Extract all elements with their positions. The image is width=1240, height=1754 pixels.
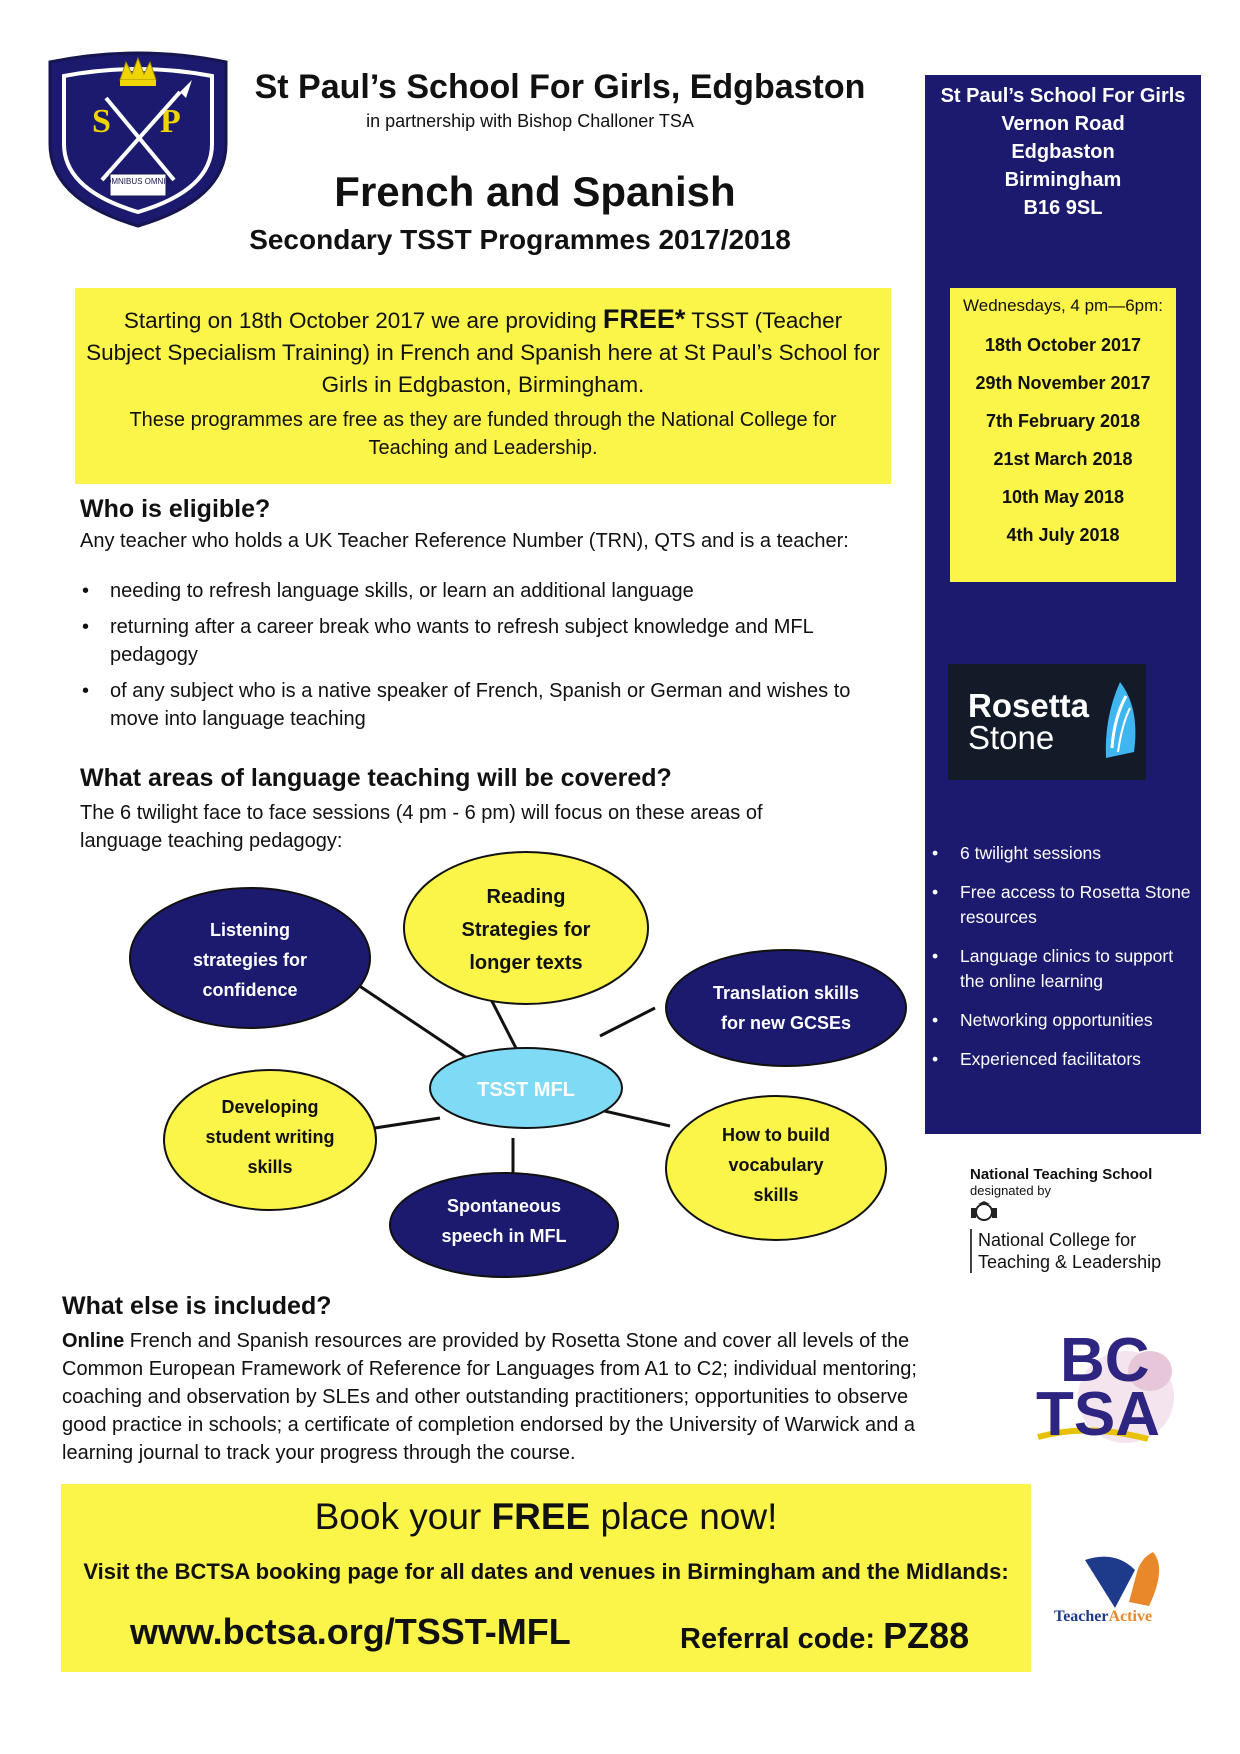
diagram-node-writing [164,1070,376,1210]
stone-line: Stone [968,719,1055,756]
intro-paragraph [85,303,881,401]
svg-text:TSST MFL: TSST MFL [477,1079,575,1101]
svg-text:skills: skills [753,1185,799,1205]
connector-line [600,1008,655,1036]
funding-note: These programmes are free as they are funded through the National College for Teaching and Leadership. [129,409,837,459]
list-item: • Experienced facilitators [930,1047,1200,1072]
areas-heading: What areas of language teaching will be covered? [80,764,672,792]
teacheractive-wordmark [1054,1608,1152,1626]
address-line: St Paul’s School For Girls [940,85,1186,107]
rosetta-line: Rosetta [968,687,1090,724]
rosetta-stone-icon [1100,678,1140,762]
booking-headline-start: Book your [314,1496,482,1537]
eligibility-list [80,577,880,741]
connector-line [355,983,470,1060]
svg-text:Developing: Developing [221,1097,319,1117]
diagram-node-speech [390,1173,618,1277]
svg-text:Translation skills: Translation skills [712,983,860,1003]
page-subtitle: Secondary TSST Programmes 2017/2018 [249,224,791,255]
svg-text:confidence: confidence [202,980,298,1000]
session-date: 10th May 2018 [1001,487,1125,507]
list-item: • Language clinics to support the online learning [930,944,1200,994]
booking-free-label: FREE [491,1496,591,1537]
session-date: 7th February 2018 [985,411,1141,431]
session-date: 29th November 2017 [975,373,1151,393]
diagram-node-translation [666,950,906,1066]
nts-designated: designated by [970,1183,1051,1198]
svg-text:skills: skills [247,1157,293,1177]
list-item: • Networking opportunities [930,1008,1200,1033]
svg-text:Spontaneous: Spontaneous [446,1196,562,1216]
eligibility-intro: Any teacher who holds a UK Teacher Reference Number (TRN), QTS and is a teacher: [80,530,849,552]
nts-title: National Teaching School [970,1166,1153,1183]
national-teaching-school-logo [970,1166,1190,1273]
svg-text:Strategies for: Strategies for [461,919,591,941]
list-item: • 6 twilight sessions [930,841,1200,866]
svg-text:Listening: Listening [210,920,290,940]
ncts-name: National College for Teaching & Leadership [970,1229,1190,1273]
list-item: • Free access to Rosetta Stone resources [930,880,1200,930]
partnership-line: in partnership with Bishop Challoner TSA [366,111,694,131]
areas-intro: The 6 twilight face to face sessions (4 pm - 6 pm) will focus on these areas of language teaching pedagogy: [80,802,763,852]
active-word: Active [1108,1608,1153,1625]
school-crest-logo [40,40,236,230]
svg-text:How to build: How to build [722,1125,830,1145]
session-date: 21st March 2018 [993,449,1133,469]
intro-text-end: TSST (Teacher Subject Specialism Training) in French and Spanish here at St Paul’s School for Girls in Edgbaston, Birmingham. [86,308,880,397]
list-item: • returning after a career break who wants to refresh subject knowledge and MFL pedagogy [80,613,880,669]
bctsa-bc-text: BC [1060,1326,1150,1395]
svg-text:student writing: student writing [205,1127,335,1147]
svg-text:for new GCSEs: for new GCSEs [720,1013,852,1033]
referral-code-value: PZ88 [883,1615,970,1656]
eligibility-heading: Who is eligible? [80,495,271,523]
school-name: St Paul’s School For Girls, Edgbaston [254,68,866,106]
page-title: French and Spanish [334,168,736,215]
school-address [925,82,1201,222]
tsst-mfl-mind-map [110,848,910,1278]
bctsa-tsa-text: TSA [1036,1380,1160,1449]
included-paragraph [62,1327,942,1467]
session-dates [950,333,1176,561]
svg-text:vocabulary: vocabulary [728,1155,824,1175]
svg-text:longer texts: longer texts [469,952,583,974]
intro-free-label: FREE* [602,304,686,334]
referral-label: Referral code: [680,1623,876,1655]
svg-text:S: S [92,103,111,140]
diagram-node-vocabulary [666,1096,886,1240]
connector-line [375,1118,440,1128]
booking-headline [61,1496,1031,1538]
included-text: French and Spanish resources are provided by Rosetta Stone and cover all levels of the Common European Framework of Reference for Languages from A1 to C2; individual mentoring; coaching and observation by SLEs and other outstanding practitioners; opportunities to observe good practice in schools; a certificate of completion endorsed by the University of Warwick and a learning journal to track your progress through the course. [62,1330,917,1464]
svg-text:strategies for: strategies for [192,950,308,970]
svg-text:Reading: Reading [486,886,566,908]
teacheractive-logo-icon [1075,1550,1175,1608]
session-date: 4th July 2018 [1006,525,1120,545]
svg-text:speech in MFL: speech in MFL [441,1226,567,1246]
referral-code [680,1615,969,1657]
diagram-node-listening [130,888,370,1028]
diagram-center-node [430,1048,622,1128]
address-line: Birmingham [1004,169,1122,191]
teacher-word: Teacher [1054,1608,1109,1625]
intro-text-start: Starting on 18th October 2017 we are providing [123,308,597,333]
session-date: 18th October 2017 [984,335,1142,355]
svg-text:P: P [160,103,181,140]
list-item: • of any subject who is a native speaker of French, Spanish or German and wishes to move into language teaching [80,677,880,733]
connector-line [600,1110,670,1126]
included-heading: What else is included? [62,1292,332,1320]
booking-headline-end: place now! [600,1496,778,1537]
booking-instructions: Visit the BCTSA booking page for all dates and venues in Birmingham and the Midlands: [83,1559,1009,1584]
royal-crest-icon [970,1200,998,1222]
dates-heading: Wednesdays, 4 pm—6pm: [963,296,1163,315]
booking-url-link[interactable]: www.bctsa.org/TSST-MFL [130,1611,571,1652]
svg-text:OMNIBUS OMNIA: OMNIBUS OMNIA [105,177,171,186]
rosetta-stone-wordmark [968,687,1090,756]
address-line: B16 9SL [1023,197,1103,219]
diagram-node-reading [404,852,648,1004]
features-list [930,841,1200,1086]
included-bold-word: Online [62,1330,125,1352]
address-line: Edgbaston [1011,141,1115,163]
address-line: Vernon Road [1001,113,1125,135]
list-item: • needing to refresh language skills, or learn an additional language [80,577,880,605]
